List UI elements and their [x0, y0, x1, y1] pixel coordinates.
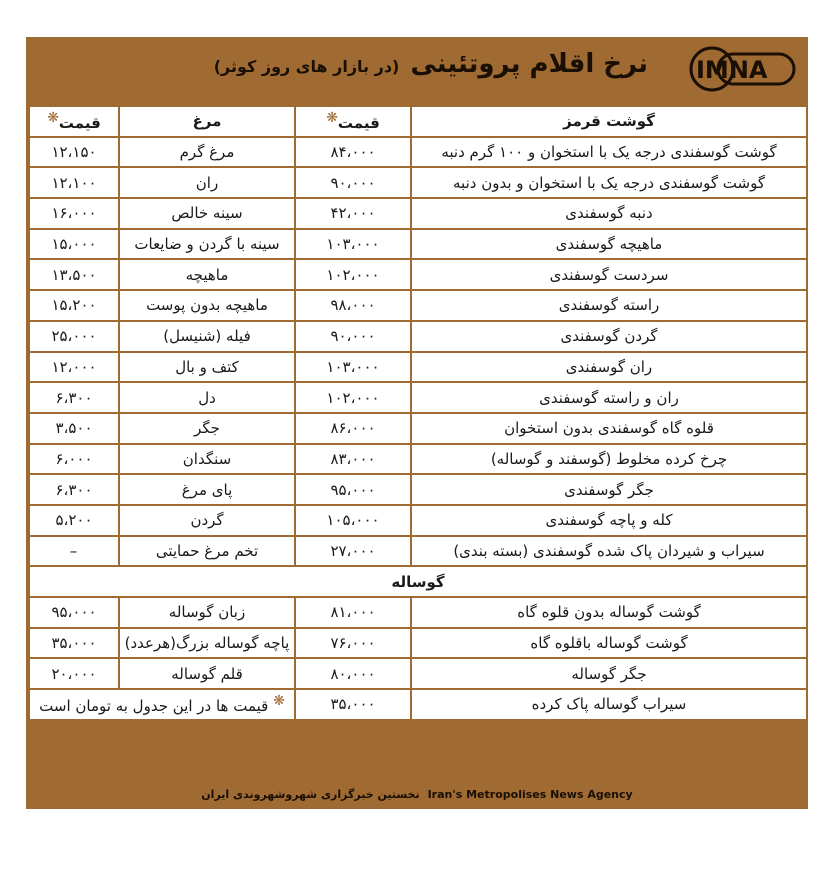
- red-meat-item: گوشت گوساله بدون قلوه گاه: [411, 597, 807, 628]
- chicken-item: مرغ گرم: [119, 137, 295, 168]
- chicken-price: ۱۲،۱۵۰: [29, 137, 119, 168]
- red-meat-item: ماهیچه گوسفندی: [411, 229, 807, 260]
- chicken-price: ۱۵،۲۰۰: [29, 290, 119, 321]
- chicken-price: ۶،۰۰۰: [29, 444, 119, 475]
- chicken-item: ماهیچه بدون پوست: [119, 290, 295, 321]
- logo-text: IMNA: [696, 56, 768, 84]
- header-price-chicken: قیمت❋: [29, 106, 119, 137]
- table-row: [29, 259, 807, 290]
- chicken-price: ۳۵،۰۰۰: [29, 628, 119, 659]
- chicken-item: کتف و بال: [119, 352, 295, 383]
- table-row: [29, 505, 807, 536]
- red-meat-price: ۹۰،۰۰۰: [295, 321, 411, 352]
- red-meat-item: راسته گوسفندی: [411, 290, 807, 321]
- table-row: [29, 137, 807, 168]
- chicken-item: قلم گوساله: [119, 658, 295, 689]
- chicken-price: ۱۵،۰۰۰: [29, 229, 119, 260]
- red-meat-price: ۸۱،۰۰۰: [295, 597, 411, 628]
- red-meat-price: ۱۰۳،۰۰۰: [295, 352, 411, 383]
- red-meat-item: قلوه گاه گوسفندی بدون استخوان: [411, 413, 807, 444]
- red-meat-item: سیراب گوساله پاک کرده: [411, 689, 807, 720]
- table-row: [29, 321, 807, 352]
- red-meat-item: ران گوسفندی: [411, 352, 807, 383]
- table-row: [29, 689, 807, 720]
- chicken-item: ماهیچه: [119, 259, 295, 290]
- chicken-item: زبان گوساله: [119, 597, 295, 628]
- red-meat-price: ۹۵،۰۰۰: [295, 474, 411, 505]
- red-meat-item: کله و پاچه گوسفندی: [411, 505, 807, 536]
- red-meat-price: ۱۰۲،۰۰۰: [295, 382, 411, 413]
- red-meat-item: گردن گوسفندی: [411, 321, 807, 352]
- page-subtitle: (در بازار های روز کوثر): [213, 57, 400, 76]
- red-meat-price: ۱۰۵،۰۰۰: [295, 505, 411, 536]
- red-meat-item: دنبه گوسفندی: [411, 198, 807, 229]
- currency-note: [29, 689, 295, 720]
- header-chicken: مرغ: [119, 106, 295, 137]
- table-row: [29, 413, 807, 444]
- page-title: نرخ اقلام پروتئینی: [410, 49, 648, 79]
- chicken-item: پای مرغ: [119, 474, 295, 505]
- star-icon: ❋: [47, 110, 59, 127]
- chicken-price: ۱۳،۵۰۰: [29, 259, 119, 290]
- chicken-item: سینه خالص: [119, 198, 295, 229]
- title-block: [214, 49, 648, 79]
- table-row: [29, 628, 807, 659]
- header-red-meat: گوشت قرمز: [411, 106, 807, 137]
- red-meat-price: ۹۰،۰۰۰: [295, 167, 411, 198]
- red-meat-price: ۷۶،۰۰۰: [295, 628, 411, 659]
- table-row: [29, 198, 807, 229]
- red-meat-item: جگر گوسفندی: [411, 474, 807, 505]
- footer-persian: نخستین خبرگزاری شهروشهروندی ایران: [201, 787, 420, 801]
- chicken-price: ۱۲،۰۰۰: [29, 352, 119, 383]
- red-meat-price: ۱۰۳،۰۰۰: [295, 229, 411, 260]
- chicken-price: ۱۶،۰۰۰: [29, 198, 119, 229]
- header: [26, 37, 808, 102]
- table-row: [29, 597, 807, 628]
- chicken-price: ۲۰،۰۰۰: [29, 658, 119, 689]
- chicken-price: –: [29, 536, 119, 567]
- red-meat-price: ۴۲،۰۰۰: [295, 198, 411, 229]
- header-price-red: قیمت❋: [295, 106, 411, 137]
- table-row: [29, 229, 807, 260]
- red-meat-price: ۳۵،۰۰۰: [295, 689, 411, 720]
- table-header-row: [29, 106, 807, 137]
- chicken-item: فیله (شنیسل): [119, 321, 295, 352]
- chicken-item: تخم مرغ حمایتی: [119, 536, 295, 567]
- chicken-item: سینه با گردن و ضایعات: [119, 229, 295, 260]
- table-row: [29, 536, 807, 567]
- red-meat-item: چرخ کرده مخلوط (گوسفند و گوساله): [411, 444, 807, 475]
- red-meat-item: سردست گوسفندی: [411, 259, 807, 290]
- table-row: [29, 352, 807, 383]
- table-row: [29, 167, 807, 198]
- table-row: [29, 474, 807, 505]
- price-table: [28, 105, 808, 721]
- section-row: [29, 566, 807, 597]
- chicken-item: ران: [119, 167, 295, 198]
- red-meat-price: ۸۶،۰۰۰: [295, 413, 411, 444]
- footer: [26, 779, 808, 809]
- red-meat-item: گوشت گوسفندی درجه یک با استخوان و بدون دنبه: [411, 167, 807, 198]
- star-icon: ❋: [273, 693, 285, 710]
- chicken-item: دل: [119, 382, 295, 413]
- chicken-item: سنگدان: [119, 444, 295, 475]
- red-meat-price: ۸۳،۰۰۰: [295, 444, 411, 475]
- chicken-price: ۳،۵۰۰: [29, 413, 119, 444]
- red-meat-price: ۸۴،۰۰۰: [295, 137, 411, 168]
- chicken-item: جگر: [119, 413, 295, 444]
- red-meat-item: سیراب و شیردان پاک شده گوسفندی (بسته بندی): [411, 536, 807, 567]
- chicken-price: ۹۵،۰۰۰: [29, 597, 119, 628]
- red-meat-price: ۲۷،۰۰۰: [295, 536, 411, 567]
- price-card: [26, 37, 808, 809]
- star-icon: ❋: [326, 110, 338, 127]
- red-meat-price: ۱۰۲،۰۰۰: [295, 259, 411, 290]
- red-meat-item: گوشت گوسفندی درجه یک با استخوان و ۱۰۰ گرم دنبه: [411, 137, 807, 168]
- section-title-veal: گوساله: [29, 566, 807, 597]
- red-meat-item: گوشت گوساله باقلوه گاه: [411, 628, 807, 659]
- imna-logo-icon: [688, 46, 796, 92]
- currency-note-text: قیمت ها در این جدول به تومان است: [39, 697, 269, 716]
- chicken-price: ۵،۲۰۰: [29, 505, 119, 536]
- chicken-price: ۱۲،۱۰۰: [29, 167, 119, 198]
- chicken-price: ۲۵،۰۰۰: [29, 321, 119, 352]
- chicken-price: ۶،۳۰۰: [29, 474, 119, 505]
- red-meat-item: ران و راسته گوسفندی: [411, 382, 807, 413]
- red-meat-price: ۹۸،۰۰۰: [295, 290, 411, 321]
- table-row: [29, 290, 807, 321]
- chicken-price: ۶،۳۰۰: [29, 382, 119, 413]
- red-meat-price: ۸۰،۰۰۰: [295, 658, 411, 689]
- table-row: [29, 658, 807, 689]
- footer-english: Iran's Metropolises News Agency: [427, 787, 633, 801]
- table-row: [29, 444, 807, 475]
- red-meat-item: جگر گوساله: [411, 658, 807, 689]
- table-row: [29, 382, 807, 413]
- chicken-item: گردن: [119, 505, 295, 536]
- chicken-item: پاچه گوساله بزرگ(هرعدد): [119, 628, 295, 659]
